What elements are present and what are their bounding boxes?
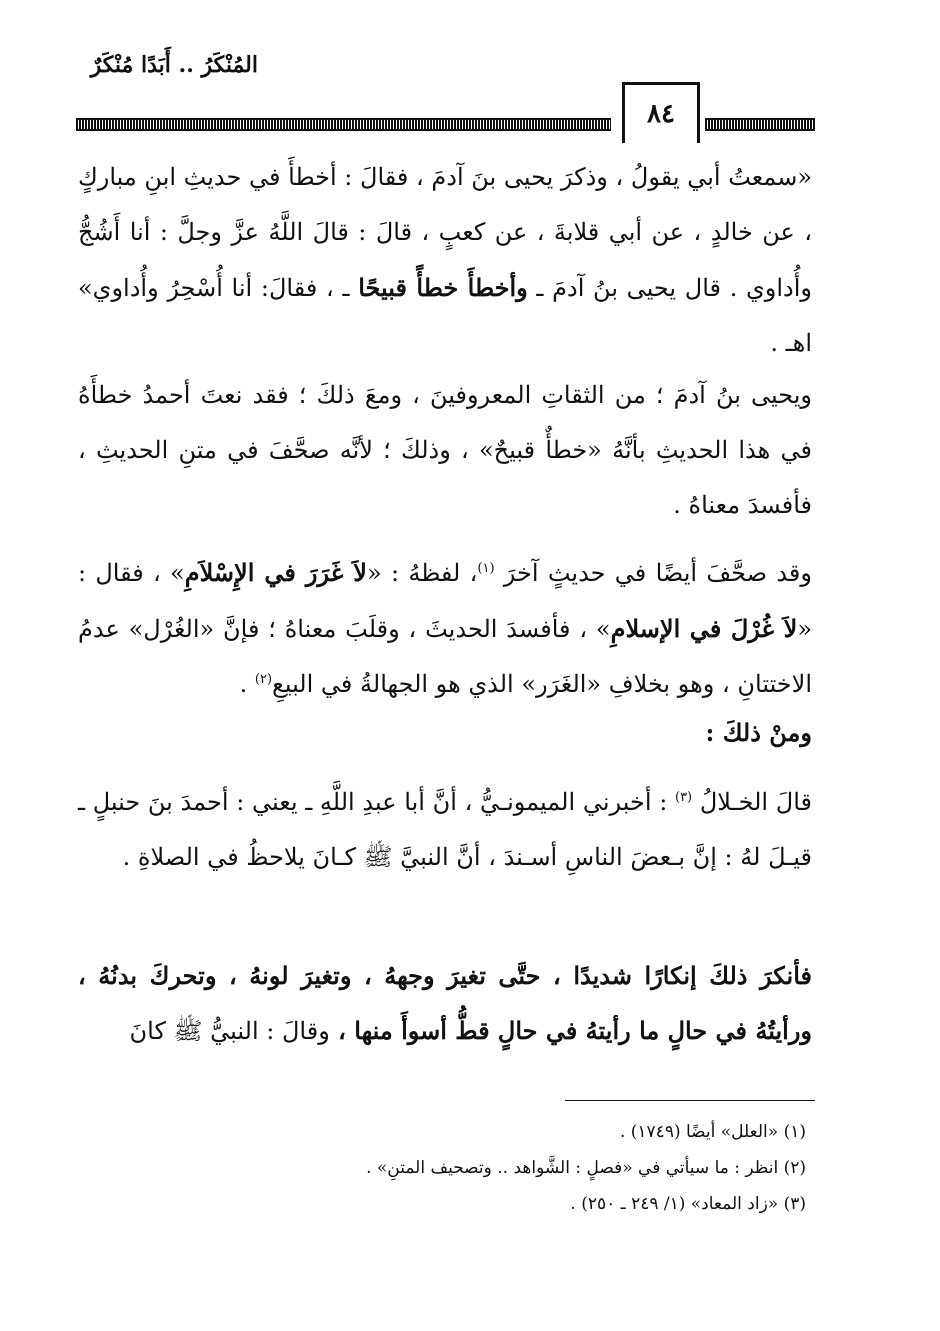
header-rule-left (76, 118, 611, 131)
running-title: المُنْكَرُ .. أَبَدًا مُنْكَرٌ (90, 52, 258, 78)
footnote-ref-2[interactable]: (٢) (254, 672, 273, 687)
paragraph-3-mid1: ، لفظهُ : « (366, 559, 478, 587)
paragraph-1-tail: ـ ، فقالَ: أنا أُسْحِرُ وأُداوي» اهـ . (78, 274, 812, 357)
footnote-3: (٣) «زاد المعاد» (١/ ٢٤٩ ـ ٢٥٠) . (570, 1194, 806, 1214)
hadith-quote-1: لاَ غَرَرَ في الإِسْلاَمِ (184, 558, 367, 587)
paragraph-6-text: فأنكرَ ذلكَ إنكارًا شديدًا ، حتَّى تغيرَ وجههُ ، وتغيرَ لونهُ ، وتحركَ بدنُهُ ، ورأيتُهُ في حالٍ ما رأيتهُ في حالٍ قطُّ أسوأَ منها ، (78, 961, 812, 1045)
header-rule-right (705, 118, 815, 131)
paragraph-5 (78, 775, 812, 885)
paragraph-2: ويحيى بنُ آدمَ ؛ من الثقاتِ المعروفينَ ، ومعَ ذلكَ ؛ فقد نعتَ أحمدُ خطأَهُ في هذا الحديثِ بأنَّهُ «خطأٌ قبيحٌ» ، وذلكَ ؛ لأنَّه صحَّفَ في متنِ الحديثِ ، فأفسدَ معناهُ . (78, 381, 812, 519)
paragraph-1-bold: وأخطأَ خطأً قبيحًا (358, 273, 528, 302)
footnote-1: (١) «العلل» أيضًا (١٧٤٩) . (619, 1122, 806, 1142)
paragraph-5-before: قالَ الخـلالُ (692, 788, 812, 816)
paragraph-6-plain: وقالَ : النبيُّ ﷺ كانَ (129, 1017, 330, 1045)
paragraph-5-text: : أخبرني الميمونـيُّ ، أنَّ أبا عبدِ اللَّهِ ـ يعني : أحمدَ بنَ حنبلٍ ـ قيـلَ لهُ : إنَّ بـعضَ الناسِ أسـندَ ، أنَّ النبيَّ ﷺ كـانَ يلاحظُ في الصلاةِ . (78, 788, 812, 871)
footnote-2: (٢) انظر : ما سيأتي في «فصلٍ : الشَّواهد .. وتصحيف المتنِ» . (366, 1158, 806, 1178)
paragraph-3-end: . (239, 670, 255, 698)
paragraph-3-mid2: » ، فقال : « (78, 559, 813, 643)
page-number: ٨٤ (622, 82, 700, 143)
paragraph-3-before: وقد صحَّفَ أيضًا في حديثٍ آخرَ (494, 559, 812, 587)
footnote-separator (565, 1100, 815, 1101)
paragraph-6 (78, 948, 812, 1059)
paragraph-3 (78, 545, 812, 712)
paragraph-1 (78, 150, 812, 371)
section-heading: ومنْ ذلكَ : (705, 718, 812, 747)
footnote-ref-1[interactable]: (١) (477, 561, 495, 576)
paragraph-1-text: «سمعتُ أبي يقولُ ، وذكرَ يحيى بنَ آدمَ ، فقالَ : أخطأَ في حديثِ ابنِ مباركٍ ، عن خالدٍ ، عن أبي قلابةَ ، عن كعبٍ ، قالَ : قالَ اللَّهُ عزَّ وجلَّ : أنا أَشُجُّ وأُداوي . قال يحيى بنُ آدمَ ـ (78, 163, 813, 302)
paragraph-3-mid3: » ، فأفسدَ الحديثَ ، وقلَبَ معناهُ ؛ فإنَّ «الغُرْل» عدمُ الاختتانِ ، وهو بخلافِ «الغَرَر» الذي هو الجهالةُ في البيعِ (78, 615, 812, 698)
footnote-ref-3[interactable]: (٣) (674, 790, 693, 805)
hadith-quote-2: لاَ غُرْلَ في الإسلامِ (610, 614, 798, 643)
